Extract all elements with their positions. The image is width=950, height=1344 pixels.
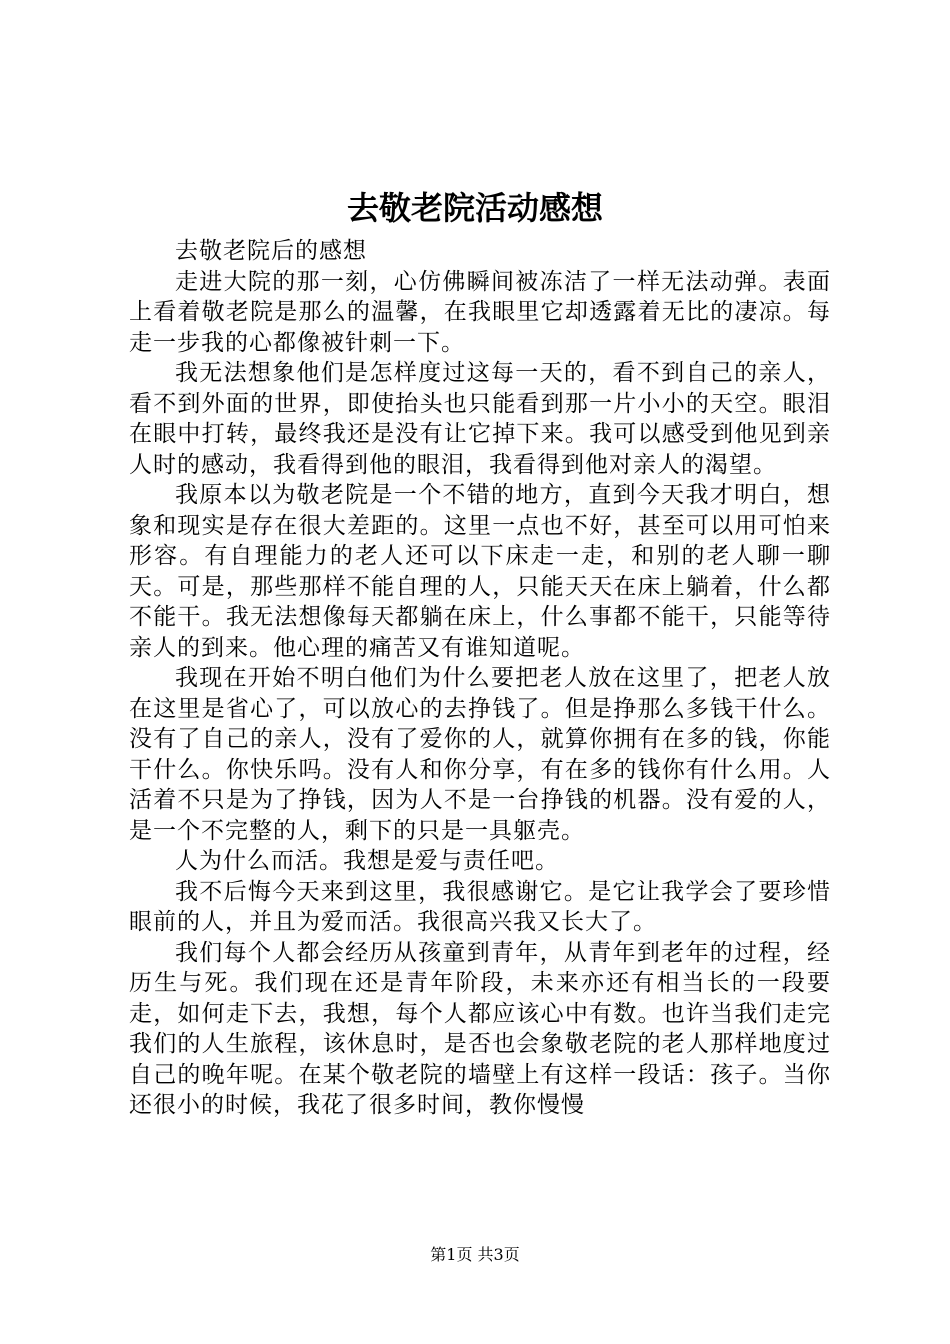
document-title: 去敬老院活动感想 (346, 189, 603, 227)
paragraph: 我原本以为敬老院是一个不错的地方，直到今天我才明白，想象和现实是存在很大差距的。这里一点也不好，甚至可以用可怕来形容。有自理能力的老人还可以下床走一走，和别的老人聊一聊天。可是，那些那样不能自理的人，只能天天在床上躺着，什么都不能干。我无法想像每天都躺在床上，什么事都不能干，只能等待亲人的到来。他心理的痛苦又有谁知道呢。 (129, 482, 831, 661)
document-body (129, 236, 831, 1121)
paragraph: 走进大院的那一刻，心仿佛瞬间被冻洁了一样无法动弹。表面上看着敬老院是那么的温馨，在我眼里它却透露着无比的凄凉。每走一步我的心都像被针刺一下。 (129, 268, 831, 356)
page-number-footer: 第1页 共3页 (430, 1245, 520, 1264)
paragraph: 我们每个人都会经历从孩童到青年，从青年到老年的过程，经历生与死。我们现在还是青年阶段，未来亦还有相当长的一段要走，如何走下去，我想，每个人都应该心中有数。也许当我们走完我们的人生旅程，该休息时，是否也会象敬老院的老人那样地度过自己的晚年呢。在某个敬老院的墙壁上有这样一段话：孩子。当你还很小的时候，我花了很多时间，教你慢慢 (129, 939, 831, 1118)
paragraph: 人为什么而活。我想是爱与责任吧。 (175, 848, 559, 874)
paragraph-subtitle: 去敬老院后的感想 (175, 238, 367, 264)
paragraph: 我现在开始不明白他们为什么要把老人放在这里了，把老人放在这里是省心了，可以放心的去挣钱了。但是挣那么多钱干什么。没有了自己的亲人，没有了爱你的人，就算你拥有在多的钱，你能干什么。你快乐吗。没有人和你分享，有在多的钱你有什么用。人活着不只是为了挣钱，因为人不是一台挣钱的机器。没有爱的人，是一个不完整的人，剩下的只是一具躯壳。 (129, 665, 831, 844)
paragraph: 我无法想象他们是怎样度过这每一天的，看不到自己的亲人，看不到外面的世界，即使抬头也只能看到那一片小小的天空。眼泪在眼中打转，最终我还是没有让它掉下来。我可以感受到他见到亲人时的感动，我看得到他的眼泪，我看得到他对亲人的渴望。 (129, 360, 831, 478)
paragraph: 我不后悔今天来到这里，我很感谢它。是它让我学会了要珍惜眼前的人，并且为爱而活。我很高兴我又长大了。 (129, 878, 831, 935)
